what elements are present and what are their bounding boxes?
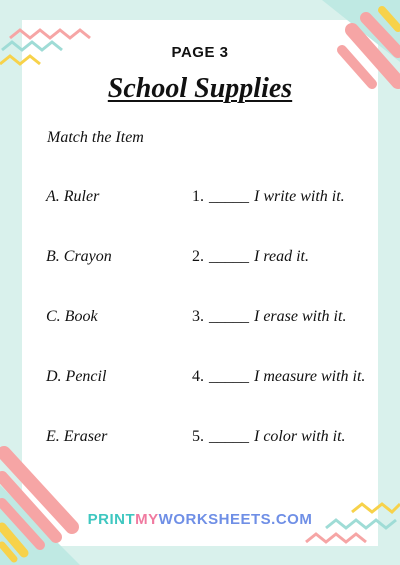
answer-blank: _____ [209, 308, 249, 325]
page-label: PAGE 3 [171, 44, 229, 61]
answer-blank: _____ [209, 428, 249, 445]
statement-text: I color with it. [254, 428, 346, 445]
match-row [0, 368, 400, 390]
statement-number: 3. [192, 308, 204, 325]
item-label: E. Eraser [46, 428, 108, 445]
answer-blank: _____ [209, 248, 249, 265]
brand-part-worksheets: WORKSHEETS.COM [158, 511, 313, 528]
brand-part-print: PRINT [87, 511, 136, 528]
match-row [0, 188, 400, 210]
statement-text: I measure with it. [254, 368, 366, 385]
item-label: C. Book [46, 308, 98, 325]
item-label: B. Crayon [46, 248, 112, 265]
answer-blank: _____ [209, 368, 249, 385]
statement-text: I erase with it. [254, 308, 347, 325]
statement-text: I write with it. [254, 188, 345, 205]
statement-number: 1. [192, 188, 204, 205]
statement-text: I read it. [254, 248, 309, 265]
match-row [0, 308, 400, 330]
match-row [0, 428, 400, 450]
brand-part-my: MY [135, 511, 159, 528]
item-label: D. Pencil [46, 368, 107, 385]
statement-number: 2. [192, 248, 204, 265]
statement-number: 4. [192, 368, 204, 385]
instruction-text: Match the Item [47, 129, 144, 146]
page-title: School Supplies [107, 73, 293, 104]
brand-logo [0, 511, 400, 528]
item-label: A. Ruler [46, 188, 100, 205]
statement-number: 5. [192, 428, 204, 445]
answer-blank: _____ [209, 188, 249, 205]
match-row [0, 248, 400, 270]
